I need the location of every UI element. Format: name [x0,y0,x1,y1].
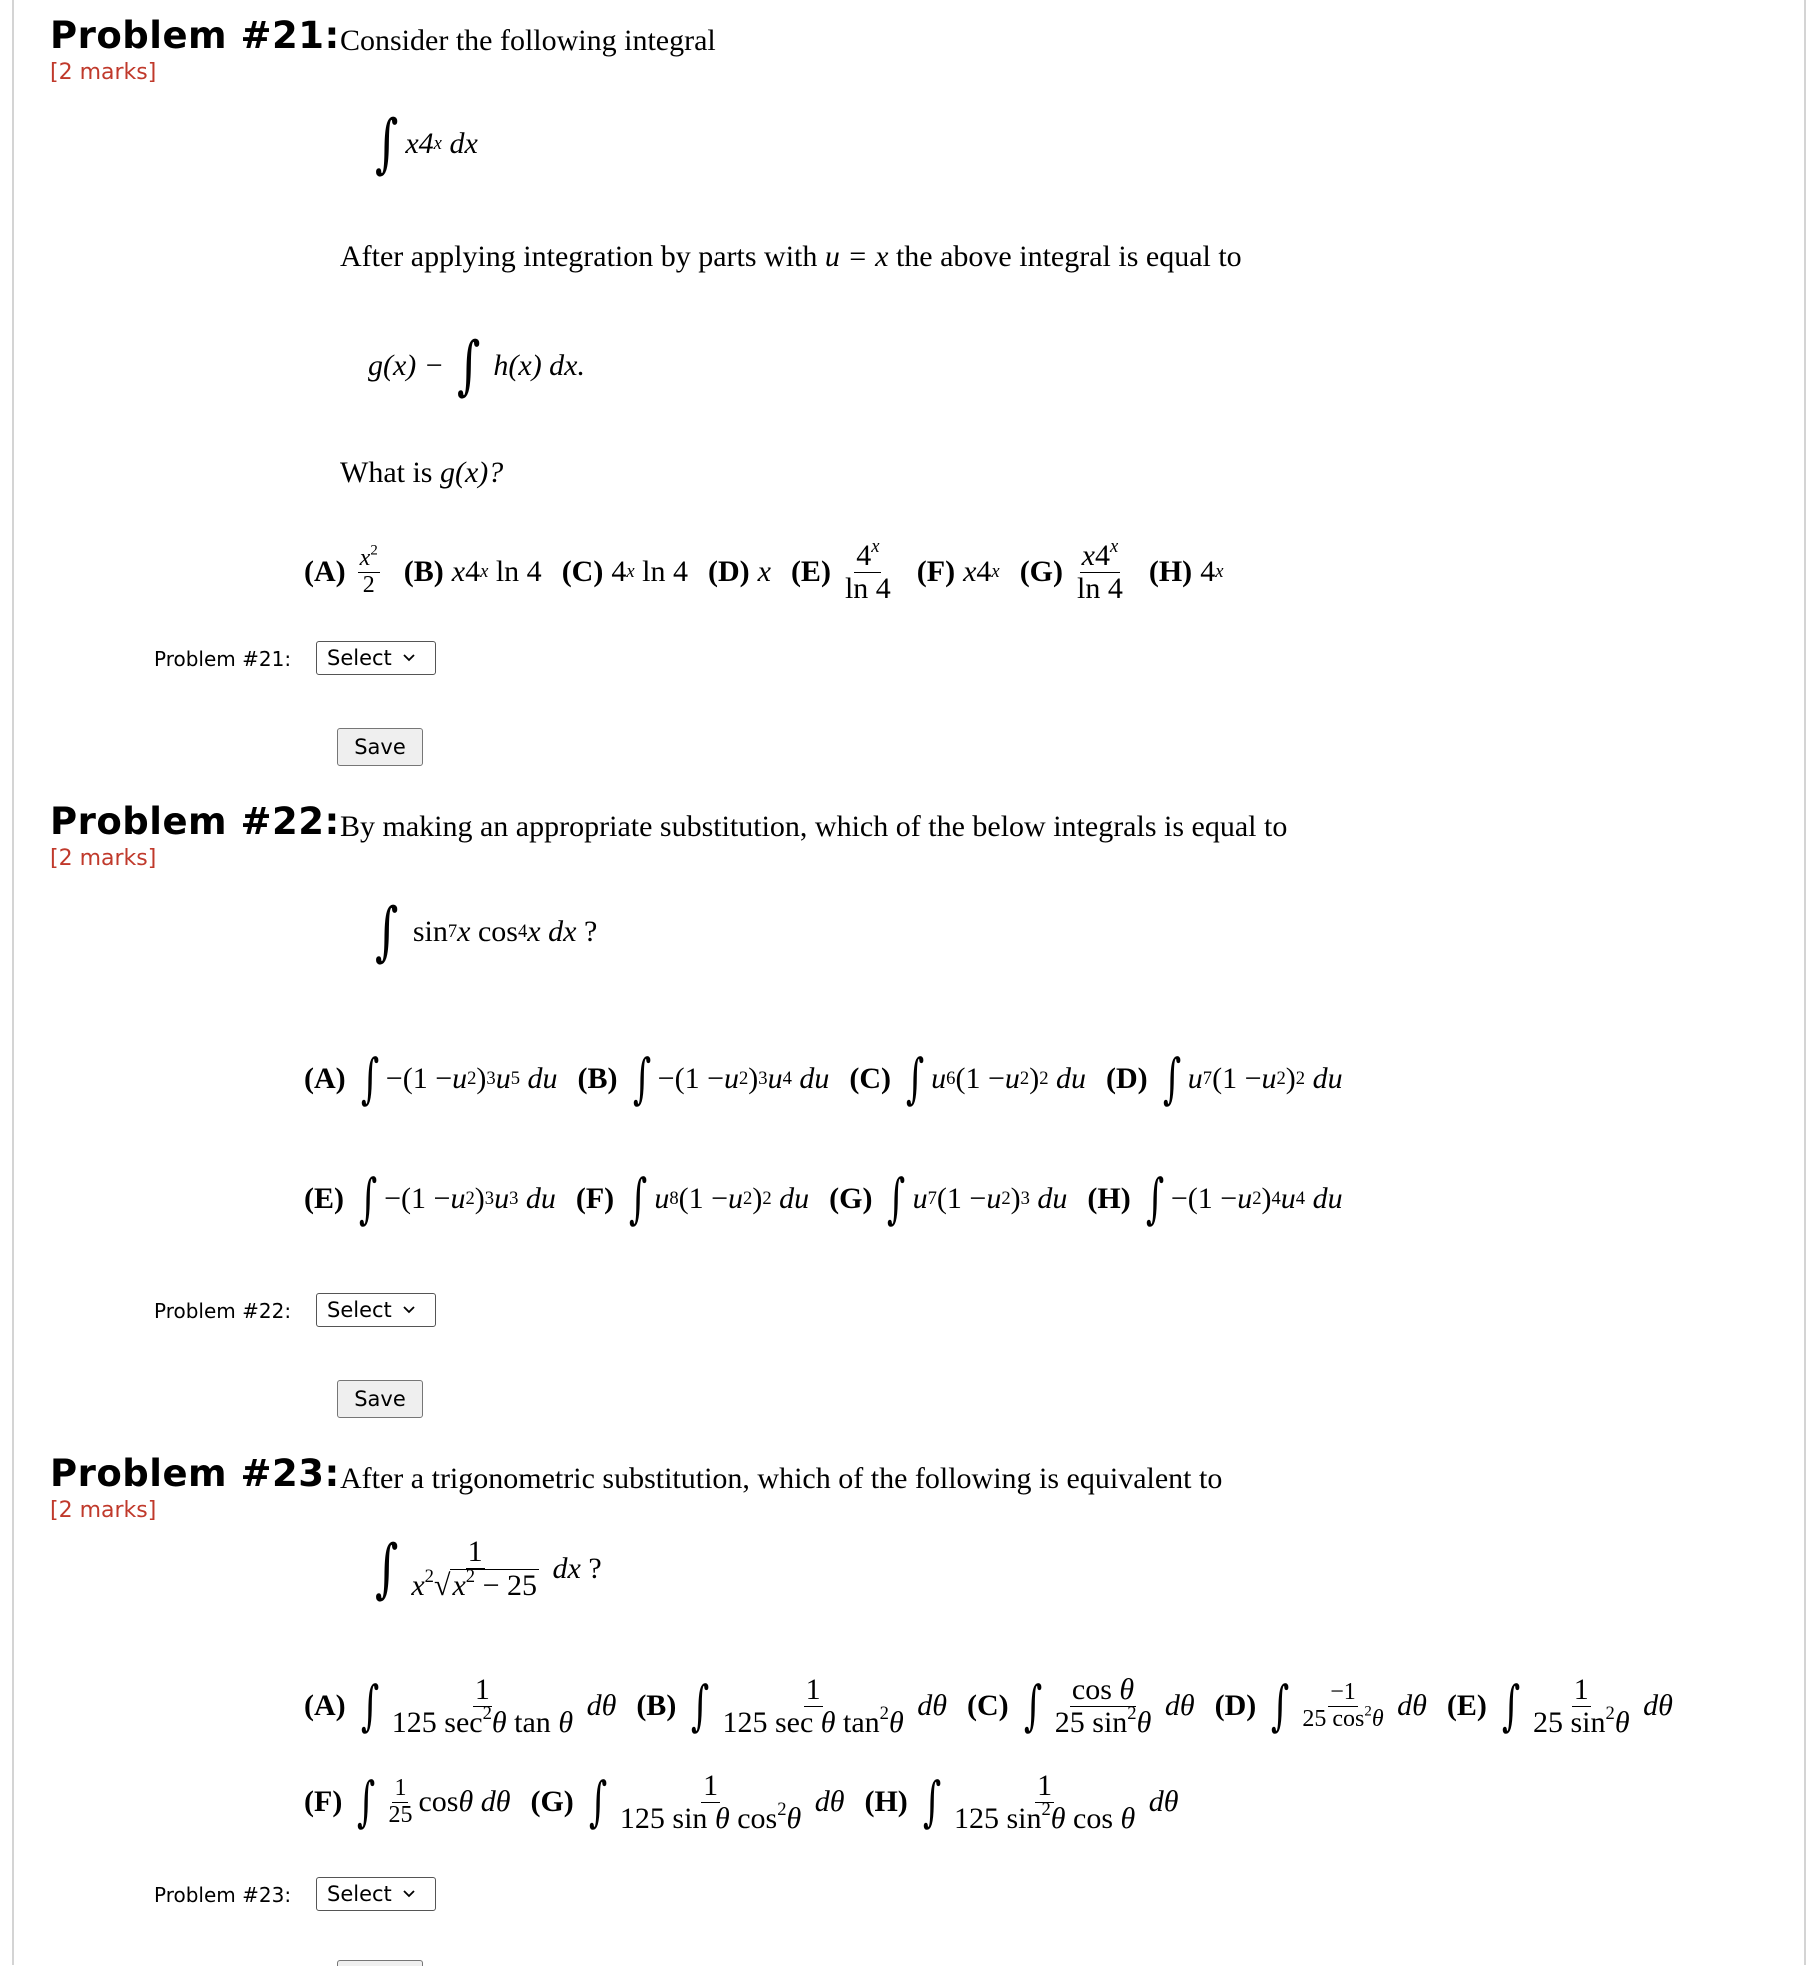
save-button[interactable]: Save [337,728,423,766]
integral-sign: ∫ [375,107,399,181]
option-e: (E) $\frac{4^x}{\ln 4}$ [790,535,891,605]
option-c: (C) ∫ u 6 (1 − u 2 ) 2 du [849,1047,1086,1110]
chevron-down-icon [402,651,416,665]
answer-label: Problem #21: [154,647,292,671]
problem-title: Problem #21: [50,14,340,57]
integral-expression [368,107,478,181]
option-b: (B) x 4 x ln 4 [403,555,542,588]
option-f: (F) ∫ u 8 (1 − u 2 ) 2 du [575,1167,810,1230]
answer-select[interactable]: Select [316,1877,436,1911]
integral-expression: ∫ 1 $x^2√$ $x^2 - 25$ dx ? [375,1531,602,1606]
integral-sign: ∫ [375,1531,399,1606]
integrand-exponent: x [433,133,442,154]
save-button[interactable]: Save [337,1380,423,1418]
differential: dx [449,127,478,160]
option-h: (H) 4 x [1148,555,1224,588]
g-term: g(x) − [368,349,445,382]
option-h: (H) ∫ $\frac{1}{125 \sin^2\theta \cos \theta}$ dθ [864,1769,1179,1835]
option-d: (D) ∫ $\frac{-1}{25 \cos^2\theta}$ dθ [1214,1674,1427,1737]
option-d: (D) ∫ u 7 (1 − u 2 ) 2 du [1105,1047,1343,1110]
option-g: (G) $\frac{x4^x}{\ln 4}$ [1019,535,1123,605]
answer-select[interactable]: Select [316,641,436,675]
chevron-down-icon [402,1303,416,1317]
u-substitution: u = x [824,240,889,273]
option-a: (A) ∫ −(1 − u 2 ) 3 u 5 du [304,1047,558,1110]
integral-expression: ∫ sin 7 x cos 4 x dx ? [375,895,598,969]
option-f: (F) x 4 x [916,555,1000,588]
options-row-2 [304,1167,1363,1230]
option-g: (G) ∫ $\frac{1}{125 \sin \theta \cos^2\theta}$ dθ [530,1769,845,1835]
marks-label: [2 marks] [50,60,157,85]
option-f: (F) ∫ $\frac{1}{25}$ cos θ dθ [304,1770,511,1833]
problem-intro: Consider the following integral [340,24,716,57]
integral-sign: ∫ [375,895,399,969]
option-c: (C) ∫ $\frac{\text{cos θ}}{25 \sin^2\theta}$ dθ [966,1673,1195,1739]
answer-label: Problem #22: [154,1299,292,1323]
ibp-formula [368,329,586,403]
integrand: x4 [405,127,434,160]
answer-label: Problem #23: [154,1883,292,1907]
ibp-text: After applying integration by parts with u = x the above integral is equal to [340,240,1242,273]
options-row-1 [304,1047,1363,1110]
answer-select[interactable]: Select [316,1293,436,1327]
integral-sign: ∫ [457,329,481,403]
option-d: (D) x [707,555,771,588]
option-e: (E) ∫ −(1 − u 2 ) 3 u 3 du [304,1167,556,1230]
options-row [304,535,1243,605]
option-g: (G) ∫ u 7 (1 − u 2 ) 3 du [829,1167,1068,1230]
chevron-down-icon [402,1887,416,1901]
marks-label: [2 marks] [50,1498,157,1523]
marks-label: [2 marks] [50,846,157,871]
problem-title: Problem #23: [50,1452,340,1495]
option-e: (E) ∫ $\frac{1}{25 \sin^2\theta}$ dθ [1446,1673,1673,1739]
left-border [12,0,14,1965]
problem-intro: By making an appropriate substitution, which of the below integrals is equal to [340,810,1288,843]
option-b: (B) ∫ $\frac{1}{125 \sec \theta \tan^2\theta}$ dθ [636,1673,947,1739]
options-row-2 [304,1770,1199,1834]
problem-title: Problem #22: [50,800,340,843]
options-row-1 [304,1674,1693,1738]
problem-intro: After a trigonometric substitution, which of the following is equivalent to [340,1462,1223,1495]
right-border [1804,0,1806,1965]
option-b: (B) ∫ −(1 − u 2 ) 3 u 4 du [577,1047,830,1110]
option-a: (A) $\frac{x^2}{2}$ [304,542,378,598]
option-h: (H) ∫ −(1 − u 2 ) 4 u 4 du [1087,1167,1343,1230]
save-button-partial[interactable] [337,1960,423,1966]
option-a: (A) ∫ $\frac{1}{125 \sec^2\theta \tan \theta}$ dθ [304,1673,617,1739]
option-c: (C) 4 x ln 4 [561,555,688,588]
question-text: What is g(x)? [340,456,504,489]
h-term: h(x) dx. [493,349,586,382]
